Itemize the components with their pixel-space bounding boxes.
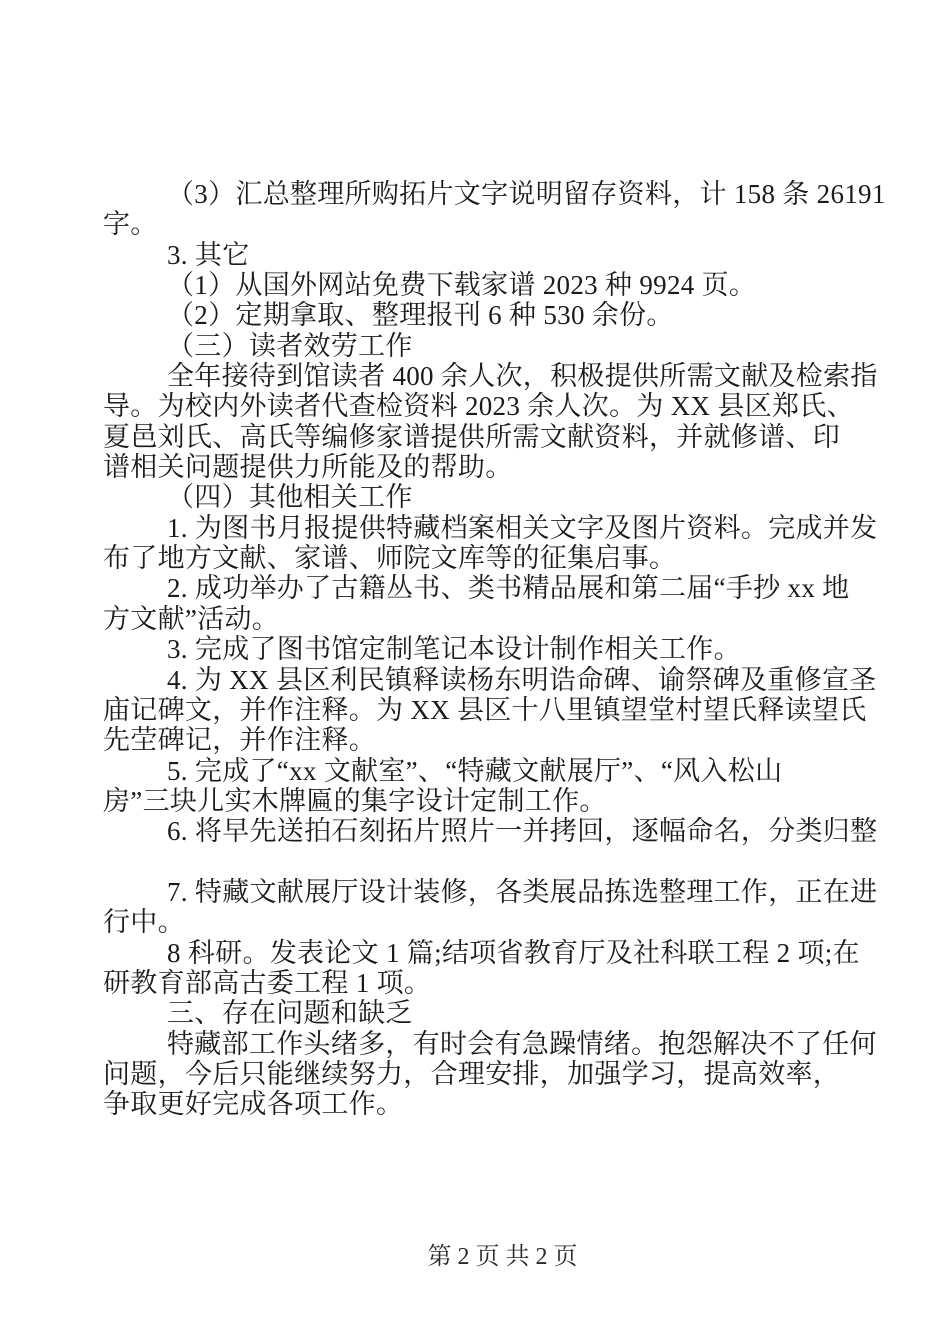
text-line: 字。: [103, 209, 158, 240]
text-line: 1. 为图书月报提供特藏档案相关文字及图片资料。完成并发: [167, 512, 878, 543]
text-line: 6. 将早先送拍石刻拓片照片一并拷回，逐幅命名，分类归整: [167, 816, 878, 847]
text-line: 方文献”活动。: [103, 603, 280, 634]
text-line: 庙记碑文，并作注释。为 XX 县区十八里镇望堂村望氏释读望氏: [103, 694, 867, 725]
text-line: 问题，今后只能继续努力，合理安排，加强学习，提高效率，: [103, 1058, 841, 1089]
section-heading: （三）读者效劳工作: [167, 330, 413, 361]
section-heading: （四）其他相关工作: [167, 482, 413, 513]
blank-line: [103, 847, 851, 877]
document-body: [103, 179, 886, 1120]
text-line: （2）定期拿取、整理报刊 6 种 530 余份。: [167, 300, 674, 331]
text-line: 导。为校内外读者代查检资料 2023 余人次。为 XX 县区郑氏、: [103, 391, 854, 422]
text-line: 谱相关问题提供力所能及的帮助。: [103, 452, 513, 483]
page-number: 第 2 页 共 2 页: [427, 1244, 578, 1270]
text-line: 8 科研。发表论文 1 篇;结项省教育厅及社科联工程 2 项;在: [167, 937, 860, 968]
text-line: 全年接待到馆读者 400 余人次，积极提供所需文献及检索指: [167, 361, 878, 392]
text-line: 7. 特藏文献展厅设计装修，各类展品拣选整理工作，正在进: [167, 876, 878, 907]
text-line: （3）汇总整理所购拓片文字说明留存资料，计 158 条 26191: [167, 179, 886, 209]
text-line: 3. 其它: [167, 239, 250, 270]
text-line: 3. 完成了图书馆定制笔记本设计制作相关工作。: [167, 634, 741, 665]
text-line: 4. 为 XX 县区利民镇释读杨东明诰命碑、谕祭碑及重修宣圣: [167, 664, 877, 695]
text-line: （1）从国外网站免费下载家谱 2023 种 9924 页。: [167, 270, 757, 301]
text-line: 夏邑刘氏、高氏等编修家谱提供所需文献资料，并就修谱、印: [103, 421, 841, 452]
text-line: 5. 完成了“xx 文献室”、“特藏文献展厅”、“风入松山: [167, 755, 783, 786]
text-line: 争取更好完成各项工作。: [103, 1089, 404, 1120]
text-line: 特藏部工作头绪多，有时会有急躁情绪。抱怨解决不了任何: [167, 1028, 877, 1059]
text-line: 行中。: [103, 907, 185, 938]
section-heading: 三、存在问题和缺乏: [167, 998, 413, 1029]
text-line: 研教育部高古委工程 1 项。: [103, 967, 432, 998]
text-line: 2. 成功举办了古籍丛书、类书精品展和第二届“手抄 xx 地: [167, 573, 850, 604]
text-line: 先茔碑记，并作注释。: [103, 725, 376, 756]
text-line: 房”三块儿实木牌匾的集字设计定制工作。: [103, 785, 607, 816]
text-line: 布了地方文献、家谱、师院文库等的征集启事。: [103, 543, 677, 574]
page-footer: [0, 1236, 950, 1271]
